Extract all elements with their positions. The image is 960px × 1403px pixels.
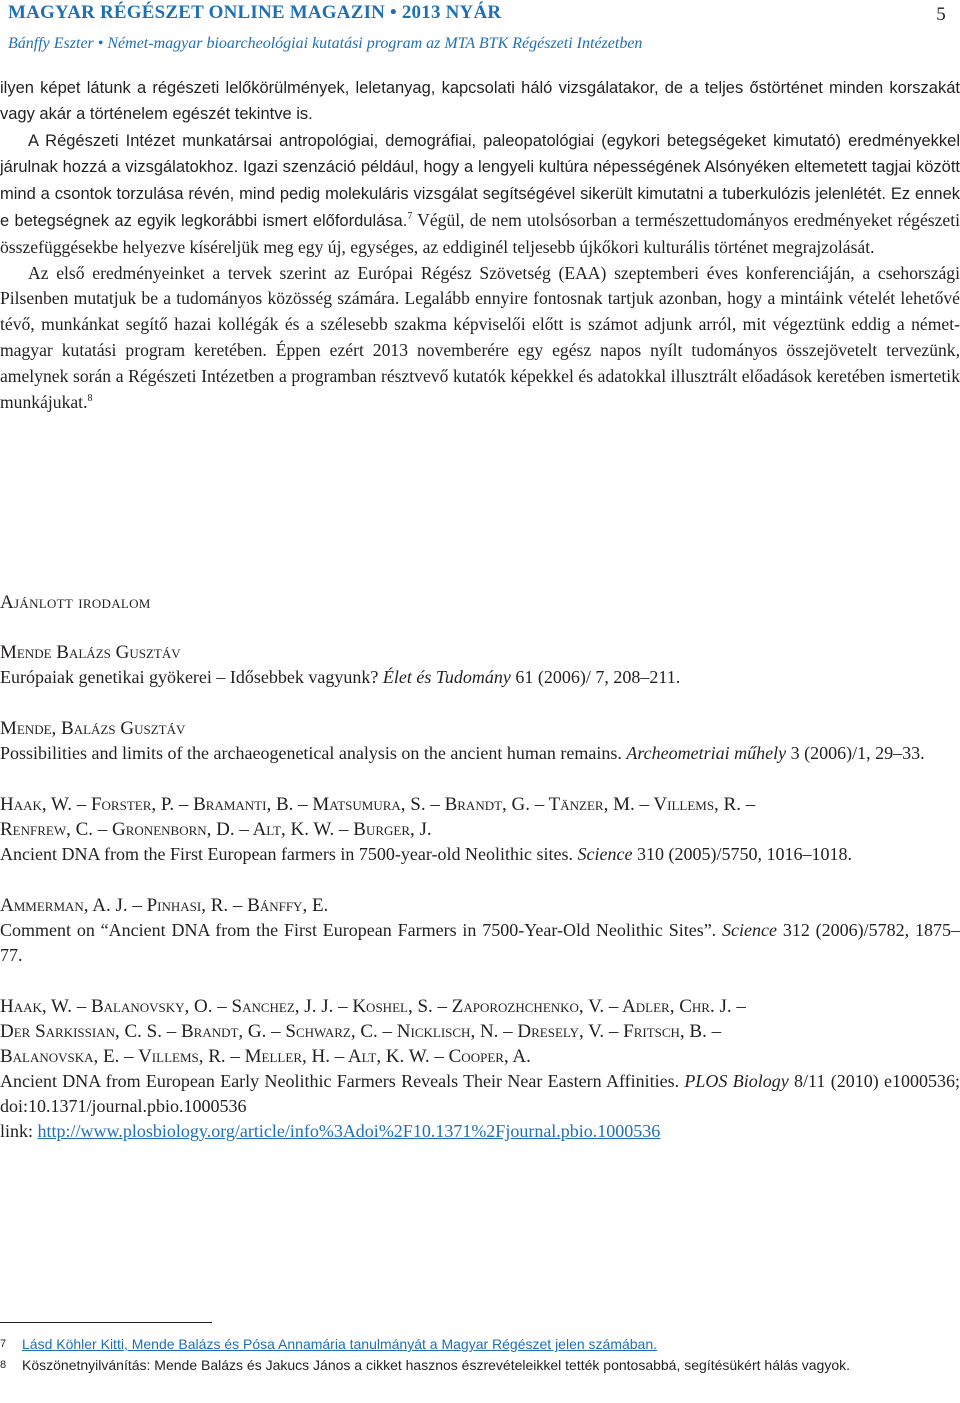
- reference-4-journal: Science: [722, 920, 777, 940]
- reference-2-title: Possibilities and limits of the archaeogenetical analysis on the ancient human remains.: [0, 743, 627, 763]
- reference-5-authors-line-1: Haak, W. – Balanovsky, O. – Sanchez, J. J. – Koshel, S. – Zaporozhchenko, V. – Adler, Chr. J. –: [0, 996, 746, 1017]
- footnote-8-number: 8: [0, 1359, 7, 1371]
- reference-3: [0, 792, 960, 867]
- footnote-ref-7[interactable]: 7: [407, 210, 413, 222]
- reference-3-journal: Science: [577, 844, 633, 864]
- page-number: 5: [936, 4, 946, 25]
- reference-4-authors: Ammerman, A. J. – Pinhasi, R. – Bánffy, E.: [0, 895, 329, 916]
- reference-5-authors-line-2: Der Sarkissian, C. S. – Brandt, G. – Schwarz, C. – Nicklisch, N. – Dresely, V. – Fritsch, B. –: [0, 1021, 722, 1042]
- article-subtitle: Bánffy Eszter • Német-magyar bioarcheológiai kutatási program az MTA BTK Régészeti Intézetben: [8, 35, 643, 52]
- reference-5-link-line: [0, 1119, 960, 1144]
- footnote-8: [0, 1355, 960, 1376]
- reference-3-details: 310 (2005)/5750, 1016–1018.: [632, 844, 852, 864]
- reference-5-authors-line-3: Balanovska, E. – Villems, R. – Meller, H. – Alt, K. W. – Cooper, A.: [0, 1046, 531, 1067]
- reference-4: [0, 893, 960, 968]
- paragraph-1: ilyen képet látunk a régészeti lelőkörülmények, leletanyag, kapcsolati háló vizsgálatakor, de a teljes őstörténet minden korszakát vagy akár a történelem egészét tekintve is.: [0, 79, 960, 123]
- reference-3-title: Ancient DNA from the First European farmers in 7500-year-old Neolithic sites.: [0, 844, 578, 864]
- reference-5-link[interactable]: http://www.plosbiology.org/article/info%3Adoi%2F10.1371%2Fjournal.pbio.1000536: [37, 1121, 661, 1141]
- footnote-ref-8[interactable]: 8: [87, 392, 93, 404]
- reference-3-authors-line-1: Haak, W. – Forster, P. – Bramanti, B. – Matsumura, S. – Brandt, G. – Tänzer, M. – Villems, R. –: [0, 794, 756, 815]
- article-body: [0, 76, 960, 415]
- reference-1-title: Európaiak genetikai gyökerei – Idősebbek vagyunk?: [0, 667, 383, 687]
- reference-4-citation: [0, 918, 960, 968]
- reference-1: [0, 640, 960, 690]
- paragraph-2-part-c: Végül, de nem utolsósorban a természettudományos eredményeket régészeti összefüggésekbe helyezve kíséreljük meg egy új, egységes, az eddiginél teljesebb újkőkori kulturális történet megrajzolását.: [0, 209, 960, 257]
- reference-2: [0, 716, 960, 766]
- magazine-title-text: MAGYAR RÉGÉSZET ONLINE MAGAZIN • 2013 NYÁR: [8, 2, 502, 23]
- reference-3-authors-line-2: Renfrew, C. – Gronenborn, D. – Alt, K. W. – Burger, J.: [0, 819, 432, 840]
- references-heading: Ajánlott irodalom: [0, 592, 151, 613]
- reference-1-journal: Élet és Tudomány: [382, 667, 511, 687]
- paragraph-2: [0, 128, 960, 261]
- reference-5-title: Ancient DNA from European Early Neolithic Farmers Reveals Their Near Eastern Affinities.: [0, 1071, 685, 1091]
- paragraph-2-part-a: A Régészeti Intézet munkatársai antropológiai, demográfiai, paleopatológiai (egykori betegségeket kimutató) eredményekkel járulnak hozzá a vizsgálatokhoz.: [0, 131, 960, 177]
- references-section: [0, 592, 960, 1144]
- reference-1-details: 61 (2006)/ 7, 208–211.: [510, 667, 681, 687]
- reference-2-authors: Mende, Balázs Gusztáv: [0, 718, 186, 739]
- reference-2-citation: [0, 741, 960, 766]
- reference-4-details: 312 (2006)/5782, 1875–77.: [0, 920, 960, 965]
- reference-4-title: Comment on “Ancient DNA from the First European Farmers in 7500-Year-Old Neolithic Sites”.: [0, 920, 723, 940]
- reference-2-journal: Archeometriai műhely: [626, 743, 787, 763]
- footnote-7-text[interactable]: Lásd Köhler Kitti, Mende Balázs és Pósa Annamária tanulmányát a Magyar Régészet jelen számában.: [22, 1336, 658, 1352]
- magazine-title: [8, 2, 952, 24]
- reference-5-details: 8/11 (2010) e1000536; doi:10.1371/journal.pbio.1000536: [0, 1071, 960, 1116]
- reference-5-journal: PLOS Biology: [684, 1071, 789, 1091]
- footnote-divider: [0, 1322, 212, 1323]
- reference-5-citation: [0, 1069, 960, 1119]
- footnote-8-text: Köszönetnyilvánítás: Mende Balázs és Jakucs János a cikket hasznos észrevételeikkel tették pontosabbá, segítésükért hálás vagyok.: [22, 1357, 851, 1373]
- reference-5-link-label: link:: [0, 1121, 38, 1141]
- footnote-7: [0, 1334, 960, 1355]
- reference-1-citation: [0, 665, 960, 690]
- reference-1-authors: Mende Balázs Gusztáv: [0, 642, 181, 663]
- paragraph-3: [0, 261, 960, 416]
- reference-2-details: 3 (2006)/1, 29–33.: [786, 743, 925, 763]
- paragraph-3-text: Az első eredményeinket a tervek szerint az Európai Régész Szövetség (EAA) szeptemberi éves konferenciáján, a csehországi Pilsenben mutatjuk be a tudományos közösség számára. Legalább ennyire fontosnak tartjuk azonban, hogy a mintáink vételét lehetővé tévő, munkánkat segítő hazai kollégák és a szélesebb szakma képviselői előtt is számot adjunk arról, mit végeztünk eddig a német-magyar kutatási program keretében. Éppen ezért 2013 novemberére egy egész napos nyílt tudományos összejövetelt tervezünk, amelynek során a Régészeti Intézetben a programban résztvevő kutatók képekkel és adatokkal illusztrált előadások keretében ismertetik munkájukat.: [0, 262, 960, 412]
- reference-3-citation: [0, 842, 960, 867]
- footnotes: [0, 1334, 960, 1376]
- paragraph-2-part-b: Igazi szenzáció például, hogy a lengyeli kultúra népességének Alsónyéken eltemetett tagjai között mind a csontok torzulása révén, mind pedig molekuláris vizsgálat segítségével sikerült kimutatni a tuberkulózis jelenlétét. Ez ennek e betegségnek az egyik legkorábbi ismert előfordulása.: [0, 158, 960, 230]
- reference-5: [0, 994, 960, 1144]
- footnote-7-number: 7: [0, 1338, 7, 1350]
